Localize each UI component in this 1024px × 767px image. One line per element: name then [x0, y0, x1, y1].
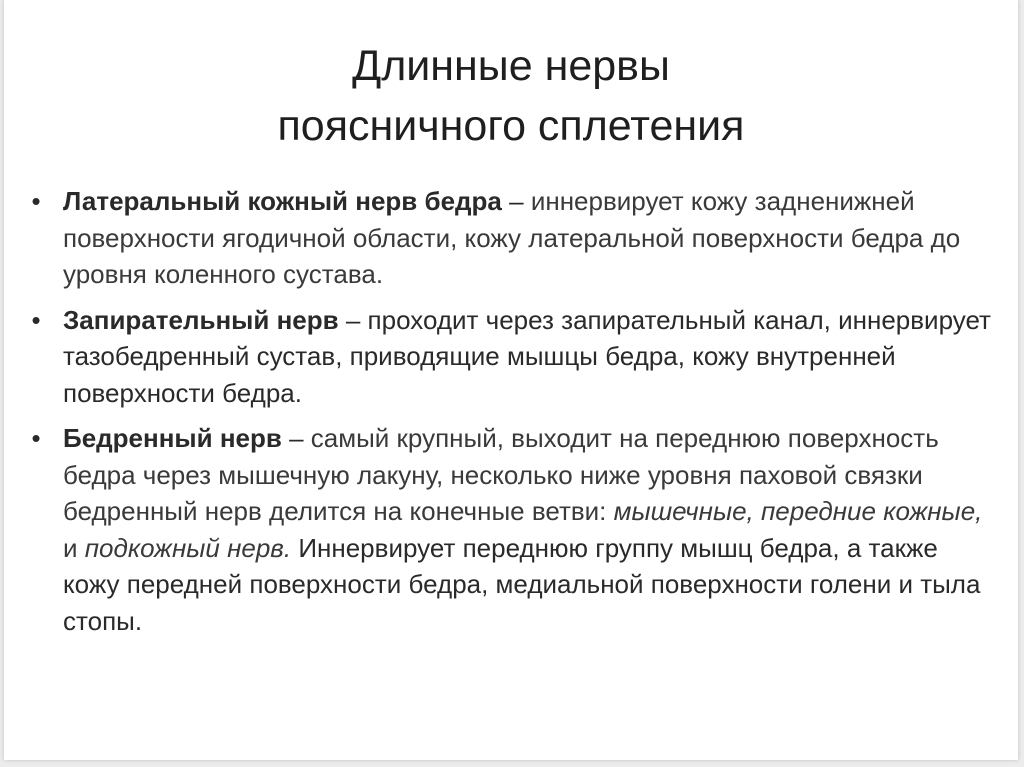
title-line-1: Длинные нервы: [352, 42, 670, 90]
bullet-icon: •: [31, 304, 41, 335]
separator: –: [501, 186, 531, 216]
branches-italic-1: мышечные, передние кожные,: [613, 496, 983, 526]
slide-title: [4, 36, 1018, 156]
bullet-item-lateral-cutaneous-nerve: [23, 183, 998, 293]
description: иннервирует кожу задненижней поверхности ягодичной области, кожу латеральной поверхности бедра до уровня коленного сустава.: [63, 186, 961, 289]
bullet-list: [23, 183, 998, 648]
slide: [4, 0, 1018, 760]
title-line-2: поясничного сплетения: [277, 102, 745, 150]
bullet-icon: •: [31, 186, 41, 216]
conjunction: и: [63, 532, 85, 563]
description-part-1: самый крупный, выходит на переднюю поверхность бедра через мышечную лакуну, несколько ниже уровня паховой связки бедренный нерв делится на конечные ветви:: [63, 423, 939, 526]
term-femoral-nerve: Бедренный нерв: [63, 423, 282, 453]
separator: –: [338, 304, 368, 335]
term-obturator-nerve: Запирательный нерв: [63, 304, 339, 335]
bullet-item-obturator-nerve: [23, 302, 998, 412]
bullet-icon: •: [31, 423, 41, 453]
term-lateral-cutaneous-nerve: Латеральный кожный нерв бедра: [63, 186, 502, 216]
separator: –: [281, 423, 311, 453]
description: проходит через запирательный канал, иннервирует тазобедренный сустав, приводящие мышцы бедра, кожу внутренней поверхности бедра.: [63, 304, 991, 408]
description-part-2: Иннервирует переднюю группу мышц бедра, а также кожу передней поверхности бедра, медиальной поверхности голени и тыла стопы.: [63, 532, 981, 636]
bullet-item-femoral-nerve: [23, 420, 998, 639]
branches-italic-2: подкожный нерв.: [84, 532, 292, 563]
